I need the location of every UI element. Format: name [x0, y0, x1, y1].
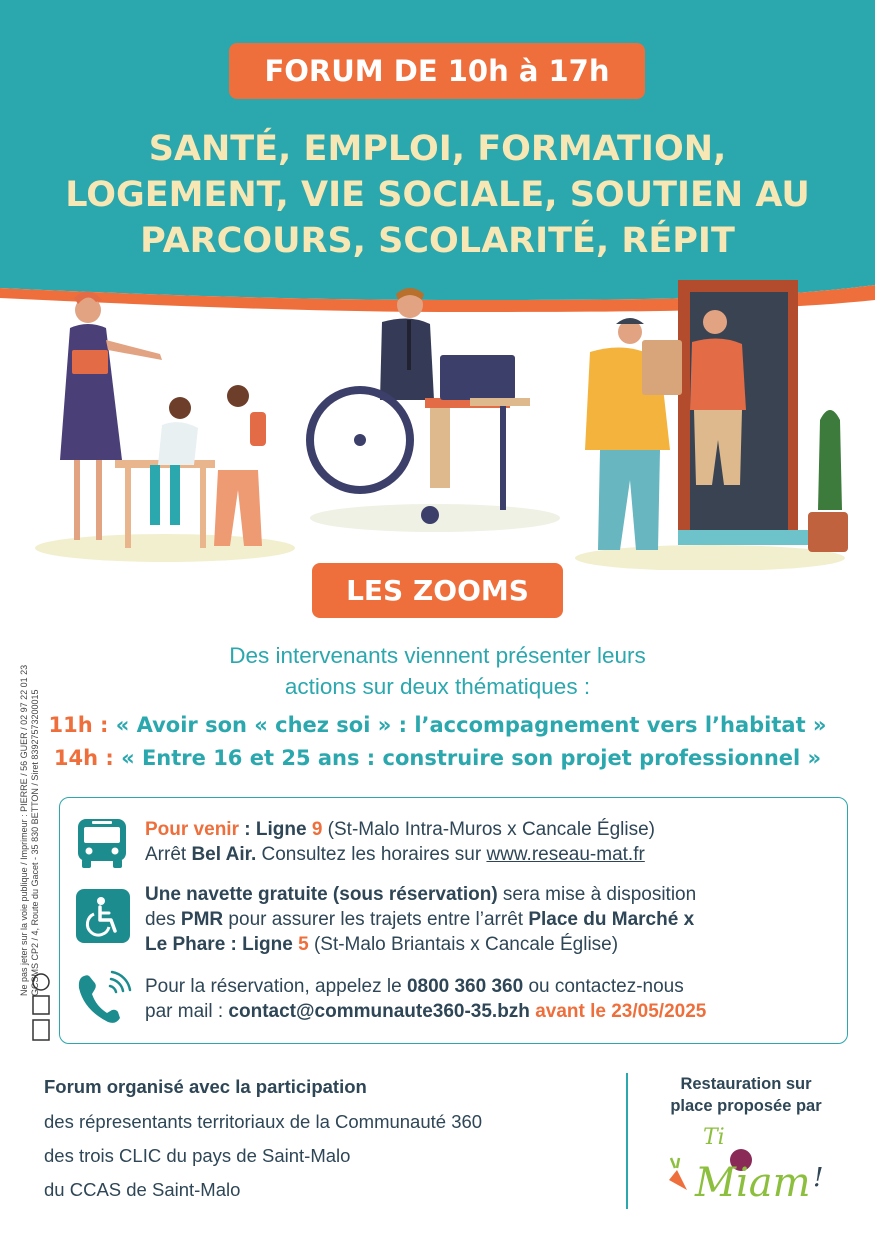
zoom-item	[0, 746, 875, 770]
shuttle-stop: Place du Marché x	[528, 909, 695, 930]
logo-exclamation: !	[813, 1163, 824, 1193]
shuttle-pmr: PMR	[180, 909, 224, 930]
bus-route: (St-Malo Intra-Muros x Cancale Église)	[322, 819, 656, 840]
phone-icon	[74, 968, 134, 1028]
ti-miam-logo	[665, 1118, 835, 1208]
catering-line: Restauration sur	[680, 1075, 812, 1093]
zoom-item	[0, 713, 875, 737]
bus-line-number: 9	[311, 819, 323, 840]
bus-icon	[74, 815, 128, 869]
zoom-topic: « Avoir son « chez soi » : l’accompagnement vers l’habitat »	[115, 713, 827, 737]
organizers-block	[44, 1075, 624, 1207]
organizers-title: Forum organisé avec la participation	[44, 1076, 367, 1097]
timetable-link[interactable]: www.reseau-mat.fr	[486, 844, 645, 865]
forum-hours-badge: FORUM DE 10h à 17h	[229, 43, 645, 99]
zoom-time: 11h :	[48, 713, 109, 737]
shuttle-info	[145, 882, 840, 957]
bus-sep: :	[238, 819, 256, 840]
legal-line: GCSMS CP2 / 4, Route du Gacet - 35 830 BETTON / Siret 83927573200015	[30, 689, 40, 996]
organizer-item: des trois CLIC du pays de Saint-Malo	[44, 1145, 351, 1166]
shuttle-route: (St-Malo Briantais x Cancale Église)	[308, 934, 619, 955]
zooms-intro	[100, 640, 775, 702]
bus-info	[145, 817, 835, 867]
bus-label: Pour venir	[145, 819, 239, 840]
shuttle-text: des	[145, 909, 181, 930]
organizer-item: du CCAS de Saint-Malo	[44, 1179, 241, 1200]
bus-consult: Consultez les horaires sur	[256, 844, 487, 865]
themes-line: LOGEMENT, VIE SOCIALE, SOUTIEN AU	[65, 175, 810, 215]
intro-line: Des intervenants viennent présenter leurs	[229, 643, 646, 668]
reservation-text: par mail :	[145, 1001, 229, 1022]
themes-line: PARCOURS, SCOLARITÉ, RÉPIT	[140, 221, 735, 261]
teacher-figure	[60, 291, 162, 540]
organizer-item: des répresentants territoriaux de la Communauté 360	[44, 1111, 483, 1132]
zooms-badge: LES ZOOMS	[312, 563, 563, 618]
bus-stop-prefix: Arrêt	[145, 844, 192, 865]
recycling-logos	[31, 972, 51, 1044]
wheelchair-icon	[76, 889, 130, 943]
catering-line: place proposée par	[670, 1097, 822, 1115]
reservation-info	[145, 974, 840, 1024]
shuttle-line-number: 5	[298, 934, 309, 955]
wheelchair-worker-figure	[310, 288, 530, 524]
shuttle-text: sera mise à disposition	[497, 884, 697, 905]
zoom-topic: « Entre 16 et 25 ans : construire son projet professionnel »	[121, 746, 822, 770]
legal-line: Ne pas jeter sur la voie publique / Imprimeur : PIERRE / 56 GUER / 02 97 22 01 23	[19, 664, 29, 996]
logo-ti: Ti	[703, 1125, 725, 1150]
shuttle-text: pour assurer les trajets entre l’arrêt	[223, 909, 529, 930]
reservation-deadline: avant le 23/05/2025	[529, 1001, 707, 1022]
contact-email[interactable]: contact@communaute360-35.bzh	[228, 1001, 530, 1022]
footer-divider	[626, 1073, 628, 1209]
illustration	[30, 280, 850, 570]
zoom-time: 14h :	[53, 746, 114, 770]
students-figure	[115, 385, 266, 548]
legal-side-text	[19, 636, 41, 996]
intro-line: actions sur deux thématiques :	[284, 674, 591, 699]
themes-heading	[40, 126, 835, 264]
catering-block	[640, 1073, 852, 1117]
bus-stop: Bel Air.	[191, 844, 257, 865]
bus-line: Ligne	[255, 819, 307, 840]
reservation-text: ou contactez-nous	[523, 976, 684, 997]
shuttle-line: Le Phare : Ligne	[145, 934, 299, 955]
themes-line: SANTÉ, EMPLOI, FORMATION,	[148, 129, 727, 169]
logo-miam: Miam	[695, 1160, 811, 1206]
phone-number[interactable]: 0800 360 360	[406, 976, 524, 997]
reservation-text: Pour la réservation, appelez le	[145, 976, 407, 997]
delivery-scene-figure	[585, 280, 848, 552]
shuttle-title: Une navette gratuite (sous réservation)	[145, 884, 498, 905]
